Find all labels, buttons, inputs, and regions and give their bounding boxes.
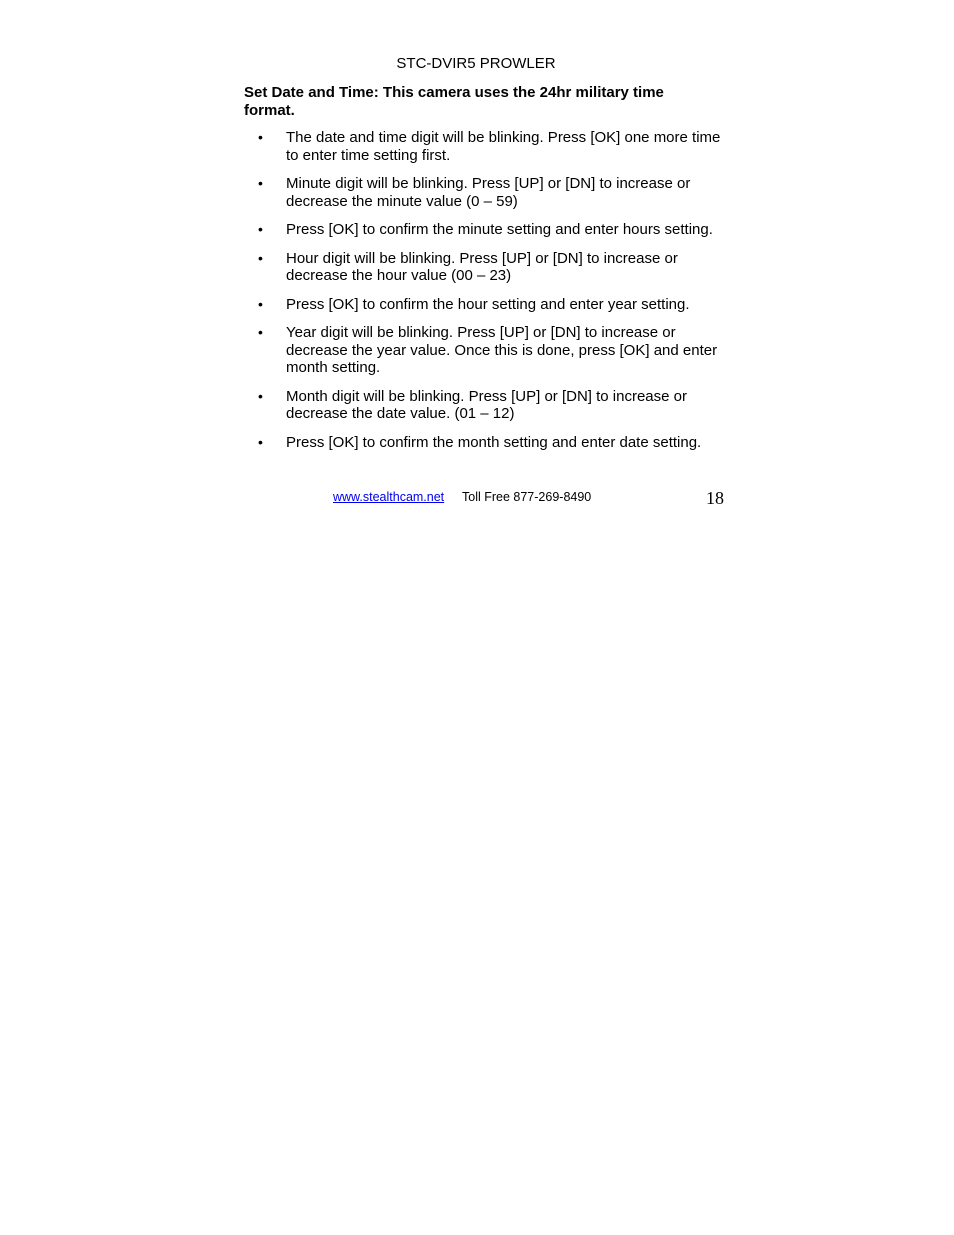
list-item (244, 434, 724, 452)
website-link[interactable]: www.stealthcam.net (333, 490, 445, 504)
list-item-text: Press [OK] to confirm the hour setting and enter year setting. (286, 295, 690, 313)
list-item-text: Press [OK] to confirm the minute setting and enter hours setting. (286, 221, 713, 238)
list-item (244, 250, 724, 285)
bullet-icon: • (258, 175, 263, 191)
bullet-icon: • (258, 249, 263, 266)
list-item-text: Minute digit will be blinking. Press [UP] or [DN] to increase or decrease the minute value (0 – 59) (286, 175, 691, 210)
page-footer (244, 488, 724, 512)
page-number: 18 (706, 488, 724, 508)
bullet-icon: • (258, 387, 263, 404)
list-item (244, 296, 724, 314)
bullet-icon: • (258, 221, 263, 237)
toll-free-number: Toll Free 877-269-8490 (462, 490, 592, 504)
bullet-icon: • (258, 295, 263, 312)
list-item-text: Month digit will be blinking. Press [UP] or [DN] to increase or decrease the date value. (01 – 12) (286, 387, 687, 422)
list-item (244, 324, 724, 377)
list-item-text: The date and time digit will be blinking. Press [OK] one more time to enter time setting first. (286, 129, 721, 164)
section-title: Set Date and Time: This camera uses the 24hr military time format. (244, 84, 664, 119)
list-item (244, 388, 724, 423)
list-item-text: Hour digit will be blinking. Press [UP] or [DN] to increase or decrease the hour value (00 – 23) (286, 249, 678, 284)
bullet-icon: • (258, 324, 263, 340)
bullet-icon: • (258, 433, 263, 450)
list-item (244, 221, 724, 239)
page-header: STC-DVIR5 PROWLER (396, 55, 556, 72)
list-item (244, 175, 724, 210)
list-item (244, 129, 724, 164)
bullet-icon: • (258, 129, 263, 145)
list-item-text: Press [OK] to confirm the month setting and enter date setting. (286, 433, 702, 451)
instruction-list (244, 129, 724, 462)
list-item-text: Year digit will be blinking. Press [UP] or [DN] to increase or decrease the year value. Once this is done, press [OK] and enter month setting. (286, 324, 718, 376)
